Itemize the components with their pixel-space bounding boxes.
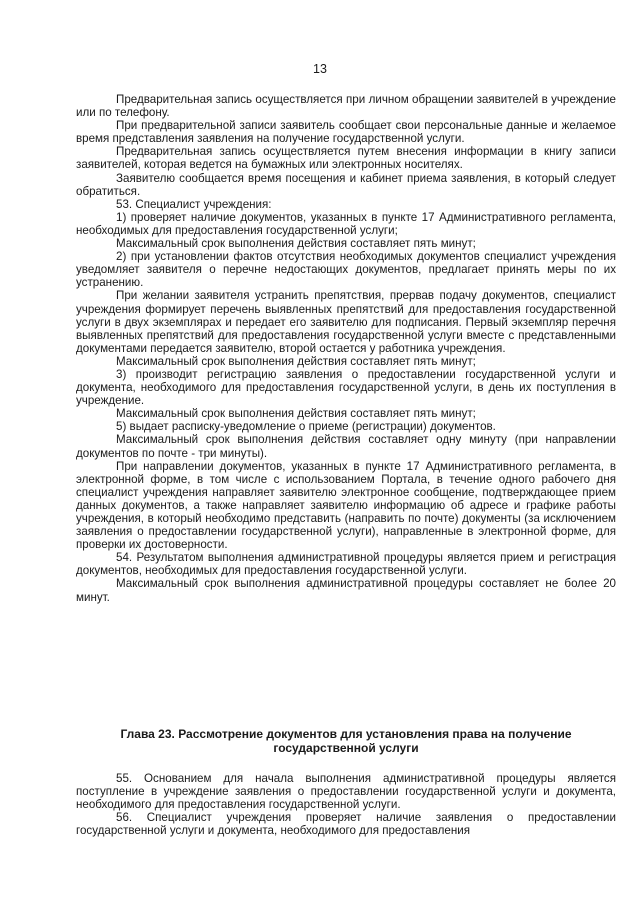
paragraph: 2) при установлении фактов отсутствия необходимых документов специалист учреждения уведомляет заявителя о перечне недостающих документов, предлагает принять меры по их устранению.	[76, 250, 616, 290]
paragraph: Максимальный срок выполнения административной процедуры составляет не более 20 минут.	[76, 577, 616, 604]
paragraph: 53. Специалист учреждения:	[116, 197, 272, 211]
paragraph: 55. Основанием для начала выполнения административной процедуры является поступление в учреждение заявления о предоставлении государственной услуги и документа, необходимого для предоставления государственной услуги.	[76, 772, 616, 812]
paragraph: Максимальный срок выполнения действия составляет пять минут;	[116, 407, 476, 421]
paragraph: При направлении документов, указанных в пункте 17 Административного регламента, в электронной форме, в том числе с использованием Портала, в течение одного рабочего дня специалист учреждения направляет заявителю электронное сообщение, подтверждающее прием данных документов, а также направляет заявителю информацию об адресе и графике работы учреждения, в который необходимо представить (направить по почте) документы (за исключением заявления о предоставлении государственной услуги), направленные в электронной форме, для проверки их достоверности.	[76, 459, 616, 552]
body-text-top	[76, 93, 616, 604]
paragraph: 54. Результатом выполнения административной процедуры является прием и регистрация документов, необходимых для предоставления государственной услуги.	[76, 551, 616, 578]
paragraph: 5) выдает расписку-уведомление о приеме (регистрации) документов.	[116, 420, 496, 434]
paragraph: При предварительной записи заявитель сообщает свои персональные данные и желаемое время представления заявления на получение государственной услуги.	[76, 119, 616, 146]
chapter-title: Глава 23. Рассмотрение документов для установления права на получение государственной услуги	[120, 727, 572, 755]
paragraph: Предварительная запись осуществляется при личном обращении заявителей в учреждение или по телефону.	[76, 93, 616, 120]
body-text-bottom	[76, 772, 616, 837]
paragraph: Заявителю сообщается время посещения и кабинет приема заявления, в который следует обратиться.	[76, 171, 616, 198]
paragraph: Максимальный срок выполнения действия составляет одну минуту (при направлении документов по почте - три минуты).	[76, 433, 616, 460]
paragraph: 3) производит регистрацию заявления о предоставлении государственной услуги и документа, необходимого для предоставления государственной услуги, в день их поступления в учреждение.	[76, 367, 616, 408]
paragraph: 56. Специалист учреждения проверяет наличие заявления о предоставлении государственной услуги и документа, необходимого для предоставления	[76, 811, 616, 838]
page-number: 13	[313, 62, 327, 76]
paragraph: Предварительная запись осуществляется путем внесения информации в книгу записи заявителей, которая ведется на бумажных или электронных носителях.	[76, 145, 616, 172]
paragraph: Максимальный срок выполнения действия составляет пять минут;	[116, 237, 476, 251]
paragraph: 1) проверяет наличие документов, указанных в пункте 17 Административного регламента, необходимых для предоставления государственной услуги;	[76, 210, 616, 237]
paragraph: Максимальный срок выполнения действия составляет пять минут;	[116, 354, 476, 368]
paragraph: При желании заявителя устранить препятствия, прервав подачу документов, специалист учреждения формирует перечень выявленных препятствий для предоставления государственной услуги в двух экземплярах и передает его заявителю для подписания. Первый экземпляр перечня выявленных препятствий для предоставления государственной услуги вместе с представленными документами передается заявителю, второй остается у работника учреждения.	[76, 289, 616, 355]
